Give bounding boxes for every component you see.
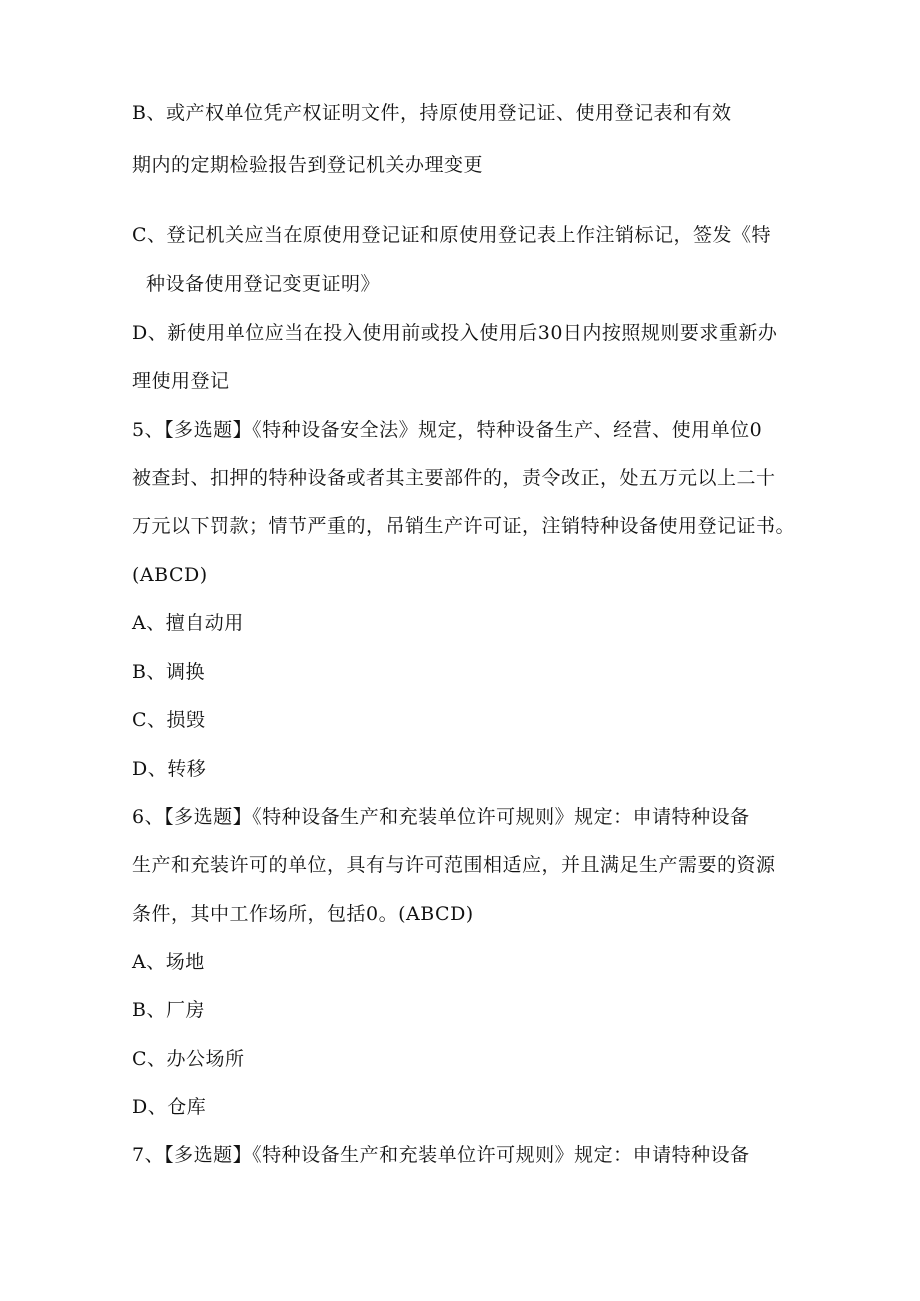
text-line: 被查封、扣押的特种设备或者其主要部件的，责令改正，处五万元以上二十: [132, 467, 776, 489]
question-6-stem: 6、【多选题】《特种设备生产和充装单位许可规则》规定：申请特种设备: [132, 806, 750, 828]
option-b: B、厂房: [132, 999, 205, 1021]
text-line: 万元以下罚款；情节严重的，吊销生产许可证，注销特种设备使用登记证书。: [132, 515, 796, 537]
question-7-stem: 7、【多选题】《特种设备生产和充装单位许可规则》规定：申请特种设备: [132, 1144, 750, 1166]
text-line: 理使用登记: [132, 370, 230, 392]
option-b: B、调换: [132, 661, 205, 683]
text-line: B、或产权单位凭产权证明文件，持原使用登记证、使用登记表和有效: [132, 102, 732, 124]
option-a: A、擅自动用: [132, 612, 244, 634]
option-c: C、办公场所: [132, 1048, 245, 1070]
option-c: C、损毁: [132, 709, 206, 731]
text-line: 种设备使用登记变更证明》: [146, 273, 381, 295]
text-line: 生产和充装许可的单位，具有与许可范围相适应，并且满足生产需要的资源: [132, 854, 776, 876]
option-d: D、仓库: [132, 1096, 207, 1118]
option-d: D、转移: [132, 758, 207, 780]
text-line: D、新使用单位应当在投入使用前或投入使用后30日内按照规则要求重新办: [132, 322, 778, 344]
question-5-stem: 5、【多选题】《特种设备安全法》规定，特种设备生产、经营、使用单位0: [132, 419, 763, 441]
option-a: A、场地: [132, 951, 205, 973]
text-line: C、登记机关应当在原使用登记证和原使用登记表上作注销标记，签发《特: [132, 224, 772, 246]
text-line: 条件，其中工作场所，包括0。(ABCD): [132, 903, 474, 925]
text-line: 期内的定期检验报告到登记机关办理变更: [132, 154, 484, 176]
question-5-answer: (ABCD): [132, 564, 208, 586]
